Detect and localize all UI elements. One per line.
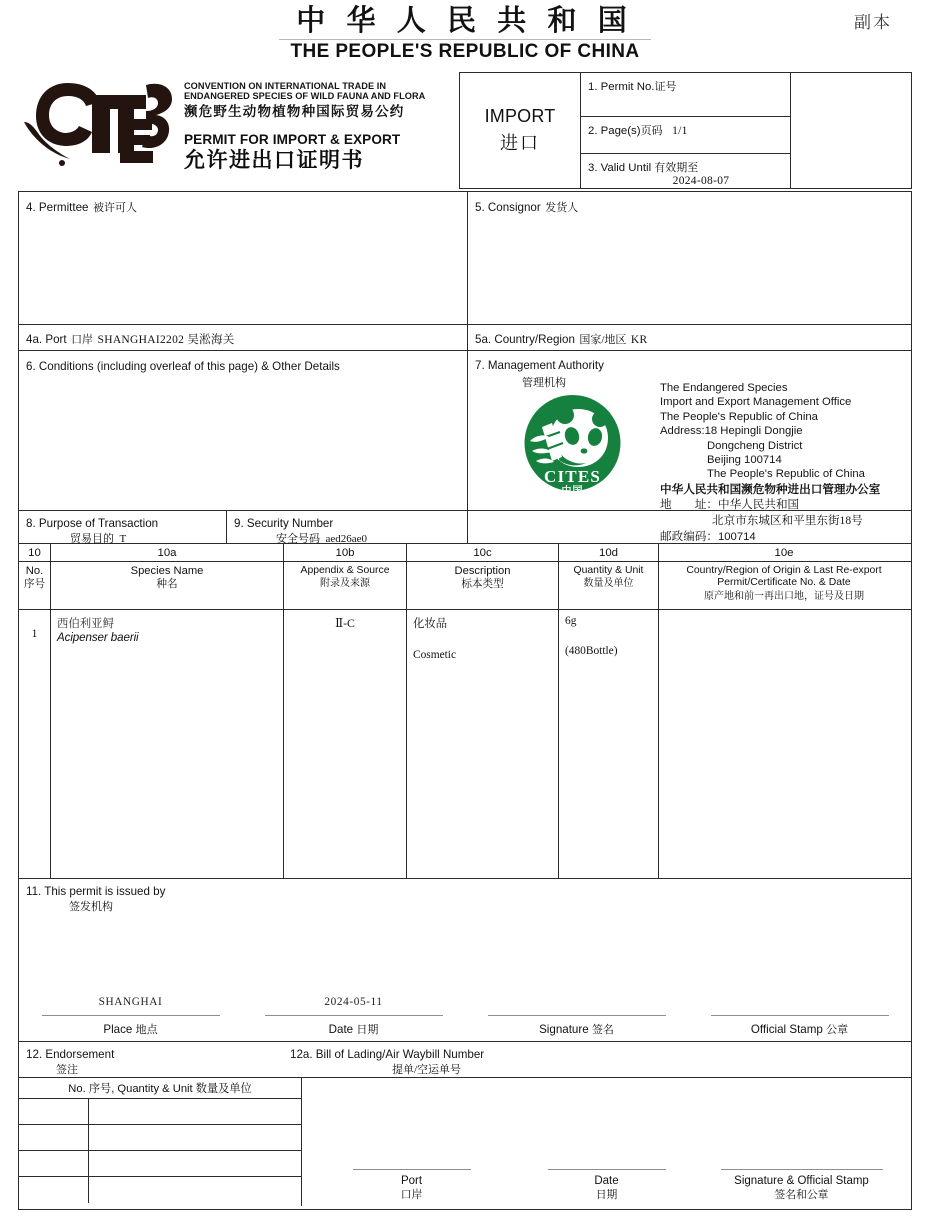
cell-row-no: 1 [19, 610, 51, 878]
header-no-en: No. [25, 565, 44, 577]
field-conditions [19, 351, 468, 510]
logo-area [18, 72, 458, 189]
signature-stamp-caption-cn: 公章 [826, 1024, 849, 1036]
endorsement-date-cn: 日期 [595, 1189, 618, 1201]
cell-origin [659, 610, 909, 878]
port-country-row [19, 325, 911, 351]
field-pages-value: 1/1 [672, 125, 688, 137]
convention-cn: 濒危野生动物植物种国际贸易公约 [184, 103, 405, 119]
signature-signature-value [465, 996, 688, 1015]
header-origin-cn: 原产地和前一再出口地，证号及日期 [704, 590, 864, 602]
cell-species-name [51, 610, 284, 878]
endorsement-signature-row [302, 1169, 911, 1202]
ma-address-city: Beijing 100714 [707, 454, 782, 467]
signature-place-caption [19, 1016, 242, 1037]
signature-stamp-value [688, 996, 911, 1015]
field-bill-of-lading-label: 12a. Bill of Lading/Air Waybill Number [290, 1048, 485, 1061]
field-management-authority [468, 351, 911, 543]
issued-by-label: 11. This permit is issued by [26, 885, 166, 898]
convention-en-line2: ENDANGERED SPECIES OF WILD FAUNA AND FLORA [184, 91, 426, 102]
cell-quantity [559, 610, 659, 878]
endorsement-grid [19, 1078, 302, 1206]
field-pages-label: 2. Page(s) [588, 125, 641, 137]
species-table [19, 544, 911, 879]
field-conditions-label: 6. Conditions (including overleaf of this page) & Other Details [26, 360, 340, 373]
header-origin [659, 562, 909, 609]
field-port-label-cn: 口岸 [71, 334, 94, 346]
header-quantity-unit-en: Quantity & Unit [573, 565, 644, 576]
field-port [19, 325, 468, 350]
signature-place-caption-cn: 地点 [135, 1024, 158, 1036]
copy-mark: 副本 [854, 13, 892, 32]
convention-en-line1: CONVENTION ON INTERNATIONAL TRADE IN [184, 81, 387, 91]
field-purpose [19, 511, 227, 543]
header-species-name [51, 562, 284, 609]
cites-panda-logo-icon [516, 391, 629, 504]
header-quantity-unit [559, 562, 659, 609]
colnum-10c: 10c [407, 544, 559, 561]
header-description-cn: 标本类型 [461, 579, 504, 590]
ma-line-3: The People's Republic of China [660, 410, 818, 423]
field-security [227, 511, 468, 543]
cell-species-name-latin: Acipenser baerii [57, 631, 139, 644]
endorsement-grid-row [19, 1151, 301, 1177]
signature-date [242, 996, 465, 1037]
endorsement-cell-no [19, 1151, 89, 1176]
header-origin-en-line2: Permit/Certificate No. & Date [717, 577, 851, 589]
cell-species-name-cn: 西伯利亚鲟 [57, 618, 114, 630]
species-table-colnum-row [19, 544, 911, 562]
colnum-10: 10 [19, 544, 51, 561]
ma-cn-address-label: 地 址：中华人民共和国 [660, 498, 800, 512]
endorsement-port-cn: 口岸 [400, 1189, 423, 1201]
endorsement-cell-qty [89, 1177, 301, 1203]
field-purpose-label-cn: 贸易目的 [70, 533, 114, 545]
permit-type-cell [460, 73, 581, 188]
header-no [19, 562, 51, 609]
endorsement-port-line [353, 1169, 471, 1170]
management-authority-label: 7. Management Authority [475, 359, 604, 372]
endorsement-signature-en: Signature & Official Stamp [734, 1175, 869, 1187]
issued-by-title [19, 879, 911, 914]
field-consignor-label: 5. Consignor [475, 201, 541, 214]
endorsement-date-en: Date [594, 1175, 619, 1187]
ma-cn-address-line2: 北京市东城区和平里东街18号 [712, 514, 863, 528]
permit-type-cn: 进口 [500, 133, 540, 153]
endorsement-grid-row [19, 1125, 301, 1151]
signature-stamp-caption-en: Official Stamp [750, 1023, 823, 1036]
field-valid-until-value: 2024-08-07 [672, 175, 730, 187]
colnum-10e: 10e [774, 546, 794, 559]
field-endorsement-label-cn: 签注 [56, 1064, 78, 1076]
table-row [19, 610, 911, 879]
field-bill-of-lading [283, 1042, 911, 1077]
endorsement-date [509, 1169, 704, 1202]
signature-signature-caption-en: Signature [539, 1023, 589, 1036]
convention-text [184, 81, 459, 172]
management-authority-label-cn: 管理机构 [522, 377, 566, 389]
header-description-en: Description [454, 565, 511, 577]
endorsement-cell-no [19, 1177, 89, 1203]
endorsement-port-en: Port [400, 1175, 423, 1187]
field-security-label: 9. Security Number [234, 517, 334, 530]
header-band [18, 72, 912, 189]
cell-quantity-value: 6g [565, 615, 577, 627]
signature-stamp-caption [688, 1016, 911, 1037]
field-valid-until-label: 3. Valid Until [588, 162, 652, 174]
field-pages [581, 117, 790, 154]
field-consignor-label-cn: 发货人 [545, 202, 579, 214]
header-appendix-source [284, 562, 407, 609]
cell-description-cn: 化妆品 [413, 618, 448, 630]
cell-appendix-source: Ⅱ-C [284, 610, 407, 878]
signature-place [19, 996, 242, 1037]
ma-address-street: 18 Hepingli Dongjie [704, 425, 803, 438]
endorsement-signature-cn: 签名和公章 [774, 1189, 829, 1201]
field-purpose-label: 8. Purpose of Transaction [26, 517, 159, 530]
permit-header-blank-cell [791, 73, 911, 188]
header-quantity-unit-cn: 数量及单位 [583, 578, 634, 590]
ma-address-country: The People's Republic of China [707, 468, 865, 481]
signature-signature [465, 996, 688, 1037]
signature-date-value: 2024-05-11 [324, 996, 383, 1008]
field-bill-of-lading-label-cn: 提单/空运单号 [392, 1064, 462, 1076]
endorsement-signature-stamp [704, 1169, 899, 1202]
permit-title-en: PERMIT FOR IMPORT & EXPORT [184, 131, 401, 147]
field-permit-no [581, 73, 790, 117]
colnum-10b: 10b [284, 544, 407, 561]
endorsement-signature-line [721, 1169, 883, 1170]
field-permit-no-label: 1. Permit No. [588, 81, 655, 93]
field-endorsement [19, 1042, 283, 1077]
field-country-region-label-cn: 国家/地区 [579, 334, 627, 346]
endorsement-date-line [548, 1169, 666, 1170]
ma-cn-postal-label: 邮政编码： [660, 529, 718, 543]
cell-quantity-secondary: (480Bottle) [565, 645, 618, 657]
endorsement-grid-section [19, 1078, 911, 1206]
permit-header-box [459, 72, 912, 189]
field-security-label-cn: 安全号码 [276, 533, 320, 545]
ma-line-2: Import and Export Management Office [660, 396, 852, 409]
ma-cn-office: 中华人民共和国濒危物种进出口管理办公室 [660, 482, 881, 496]
issued-by-section [19, 879, 911, 1042]
colnum-10d: 10d [559, 544, 659, 561]
field-security-value: aed26ae0 [325, 533, 368, 545]
signature-place-caption-en: Place [103, 1023, 133, 1036]
endorsement-signature-area [302, 1078, 911, 1206]
signature-stamp [688, 996, 911, 1037]
document-title-block [0, 4, 930, 63]
header-appendix-source-cn: 附录及来源 [320, 578, 370, 590]
permit-fields-column [581, 73, 791, 188]
endorsement-cell-qty [89, 1099, 301, 1124]
signature-signature-caption [465, 1016, 688, 1037]
signature-row [19, 996, 911, 1037]
page-title-en: THE PEOPLE'S REPUBLIC OF CHINA [290, 41, 640, 62]
field-country-region [468, 325, 911, 350]
signature-date-caption-cn: 日期 [356, 1024, 379, 1036]
header-appendix-source-en: Appendix & Source [300, 565, 390, 576]
endorsement-grid-header: No. 序号, Quantity & Unit 数量及单位 [19, 1078, 301, 1099]
signature-place-value: SHANGHAI [98, 996, 163, 1008]
header-species-name-en: Species Name [130, 565, 204, 577]
colnum-10a: 10a [51, 544, 284, 561]
header-species-name-cn: 种名 [156, 579, 178, 590]
field-permittee-label: 4. Permittee [26, 201, 89, 214]
species-table-header-row [19, 562, 911, 610]
header-no-cn: 序号 [23, 579, 46, 590]
cell-description [407, 610, 559, 878]
panda-logo-text-cn: 中国 [561, 486, 584, 497]
ma-cn-postal-value: 100714 [717, 530, 756, 543]
cell-description-en: Cosmetic [413, 649, 457, 661]
field-permittee-label-cn: 被许可人 [92, 202, 137, 214]
permit-type-en: IMPORT [484, 106, 556, 126]
issued-by-label-cn: 签发机构 [69, 901, 113, 913]
page-title-cn: 中 华 人 民 共 和 国 [296, 5, 634, 37]
permittee-consignor-row [19, 192, 911, 325]
permit-title-cn: 允许进出口证明书 [184, 147, 364, 172]
endorsement-header-row [19, 1042, 911, 1078]
header-description [407, 562, 559, 609]
management-authority-address [660, 381, 880, 545]
signature-date-caption [242, 1016, 465, 1037]
field-country-region-value: KR [630, 334, 648, 346]
title-divider [279, 39, 651, 40]
ma-cn-postal [660, 529, 880, 546]
field-permittee [19, 192, 468, 324]
field-endorsement-label: 12. Endorsement [26, 1048, 115, 1061]
field-consignor [468, 192, 911, 324]
endorsement-cell-qty [89, 1151, 301, 1176]
endorsement-grid-row [19, 1177, 301, 1203]
ma-address-line [660, 424, 880, 438]
ma-address-district: Dongcheng District [707, 439, 803, 452]
field-purpose-value: T [119, 533, 127, 545]
field-valid-until-label-cn: 有效期至 [654, 162, 699, 174]
field-country-region-label: 5a. Country/Region [475, 333, 575, 346]
endorsement-port [314, 1169, 509, 1202]
field-port-label: 4a. Port [26, 333, 67, 346]
endorsement-cell-no [19, 1099, 89, 1124]
header-origin-en-line1: Country/Region of Origin & Last Re-export [686, 565, 882, 576]
cites-elephant-icon [22, 75, 174, 179]
permit-form [18, 191, 912, 1210]
field-permit-no-label-cn: 证号 [654, 81, 677, 93]
field-port-value: SHANGHAI2202 吴淞海关 [97, 334, 235, 346]
signature-signature-caption-cn: 签名 [591, 1024, 614, 1036]
endorsement-cell-no [19, 1125, 89, 1150]
ma-line-1: The Endangered Species [660, 382, 788, 394]
ma-address-label: Address: [660, 425, 705, 438]
endorsement-cell-qty [89, 1125, 301, 1150]
field-valid-until [581, 154, 790, 187]
signature-date-caption-en: Date [328, 1023, 354, 1036]
field-pages-label-cn: 页码 [640, 125, 663, 137]
endorsement-grid-row [19, 1099, 301, 1125]
panda-logo-text-en: CITES [543, 467, 602, 486]
